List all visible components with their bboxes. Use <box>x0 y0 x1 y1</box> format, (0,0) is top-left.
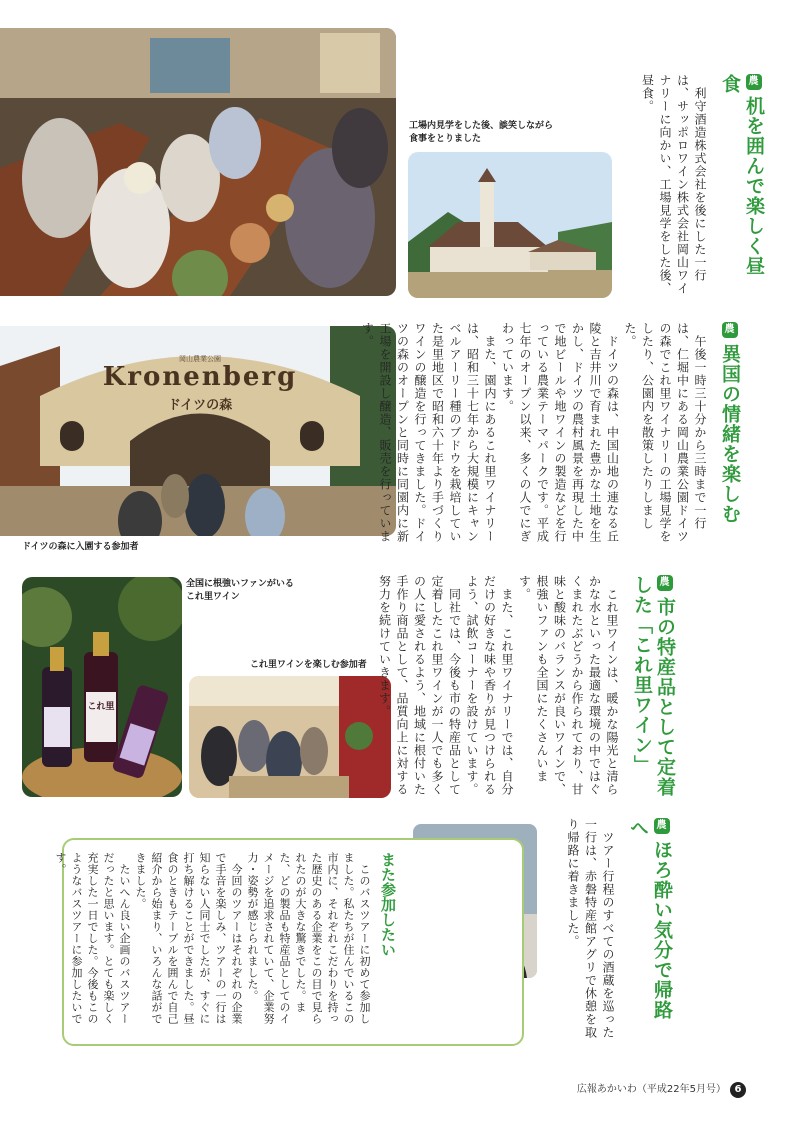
testimonial-heading: また参加したい <box>379 852 397 957</box>
lunch-photo-illustration <box>0 28 396 296</box>
tasting-photo-caption: これ里ワインを楽しむ参加者 <box>250 660 367 670</box>
wine-bottle-caption: 全国に根強いファンがいるこれ里ワイン <box>186 579 294 602</box>
section-specialty-heading <box>626 575 676 801</box>
kronenberg-gate-photo <box>0 326 396 536</box>
tasting-photo-illustration <box>189 676 391 798</box>
sign-latin-text: Kronenberg <box>102 362 298 392</box>
page-footer <box>577 1080 746 1098</box>
section-lunch-title: 机を囲んで楽しく昼食 <box>719 74 765 276</box>
section-specialty-body: これ里ワインは、暖かな陽光と清らかな水といった最適な環境の中ではぐくまれたぶどうから作られており、甘味と酸味のバランスが良いワインで、根強いファンも全国にたくさんいます。 また、これ里ワイナリーでは、自分だけの好きな味や香りが見つけられるよう、試飲コーナーを設けています。 同社では、今後も市の特産品として定着したこれ里ワインが一人でも多くの人に愛されるよう、地域に根付いた手作り商品として、品質向上に対する努力を続けていきます。 <box>377 575 619 796</box>
section-specialty-badge: 農 <box>657 575 673 591</box>
kronenberg-photo-caption: ドイツの森に入園する参加者 <box>22 542 139 552</box>
lunch-photo <box>0 28 396 296</box>
sign-small-text: 岡山農業公園 <box>179 355 221 363</box>
section-return-badge: 農 <box>654 818 670 834</box>
section-exotic-body: 午後一時三十分から三時まで一行は、仁堀中にある岡山農業公園ドイツの森でこれ里ワイナリーの工場見学をしたり、公園内を散策したりしました。 ドイツの森は、中国山地の連なる丘陵と吉井川で育まれた豊かな土地を生かし、ドイツの農村風景を再現した中で地ビールや地ワインの製造などを行っている農業テーマパークです。平成七年のオープン以来、多くの人でにぎわっています。 また、園内にあるこれ里ワイナリーは、昭和三十七年から大規模にキャンベルアーリー種のブドウを栽培していた是里地区で昭和六十年より手づくりワインの醸造を行ってきました。ドイツの森のオープンと同時に同園内に新工場を開設し醸造、販売を行っています。 <box>360 322 707 543</box>
wine-label-text: これ里 <box>87 702 115 712</box>
section-return-title: ほろ酔い気分で帰路へ <box>627 818 673 1020</box>
section-lunch-badge: 農 <box>746 74 762 90</box>
wine-bottle-illustration <box>22 577 182 797</box>
wine-bottle-photo <box>22 577 182 797</box>
page-number: 6 <box>730 1082 746 1098</box>
tasting-photo <box>189 676 391 798</box>
footer-publication: 広報あかいわ（平成22年5月号） <box>576 1084 726 1095</box>
section-exotic-badge: 農 <box>722 322 738 338</box>
section-specialty-title: 市の特産品として定着した「これ里ワイン」 <box>631 575 676 797</box>
section-return-heading <box>626 818 674 1028</box>
testimonial-body: このバスツアーに初めて参加しました。私たちが住んでいるこの市内に、それぞれこだわりを持った歴史のある企業をこの目で見られたのが大きな驚きでした。また、どの製品も特産品としてのイメージを追求されていて、企業努力・姿勢が感じられました。 今回のツアーはそれぞれの企業で手音を楽しみ、ツアーの一行は知らない人同士でしたが、すぐに打ち解けることができました。昼食のときもテーブルを囲んで自己紹介から始まり、いろんな話ができました。 たいへん良い企画のバスツアーだったと思います。とても楽しく充実した一日でした。今後もこのようなバスツアーに参加したいです。 <box>54 852 371 1025</box>
section-exotic-heading <box>718 322 742 532</box>
factory-photo-illustration <box>408 152 612 298</box>
sign-jp-text: ドイツの森 <box>167 398 233 413</box>
factory-photo-caption: 工場内見学をした後、談笑しながら食事をとりました <box>409 121 554 144</box>
section-exotic-title: 異国の情緒を楽しむ <box>719 344 741 524</box>
factory-photo <box>408 152 612 298</box>
section-return-body: ツアー行程のすべての酒蔵を巡った一行は、赤磐特産館アグリで休憩を取り帰路に着きました。 <box>566 818 615 1039</box>
section-lunch-body: 利守酒造株式会社を後にした一行は、サッポロワイン株式会社岡山ワイナリーに向かい、工場見学をした後、昼食。 <box>640 74 707 295</box>
section-lunch-heading <box>718 74 766 284</box>
